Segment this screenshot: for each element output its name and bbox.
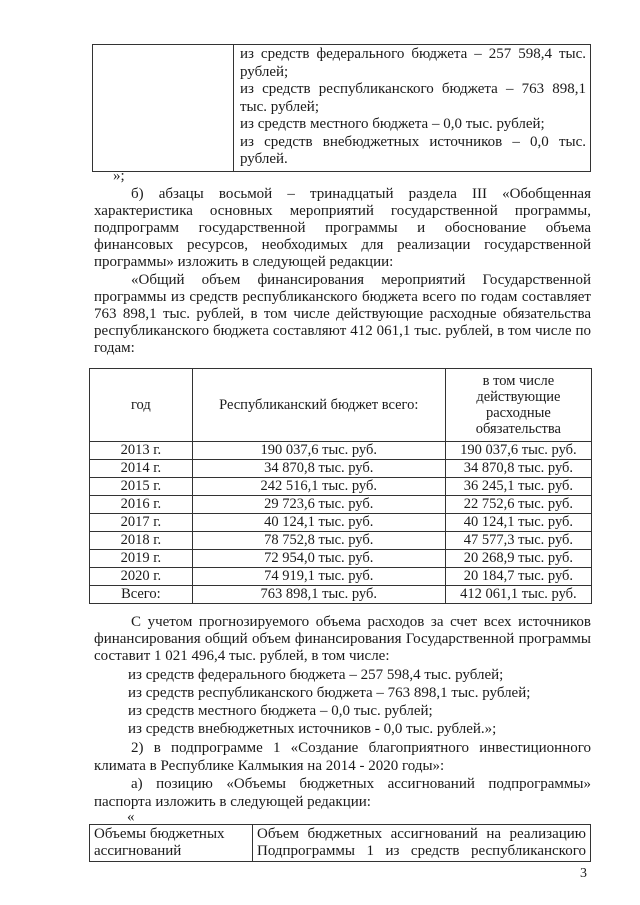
total-cell: 72 954,0 тыс. руб. <box>192 550 445 568</box>
total-cell: 34 870,8 тыс. руб. <box>192 460 445 478</box>
table-row <box>90 478 592 496</box>
total-cell: 74 919,1 тыс. руб. <box>192 568 445 586</box>
passport-table-right-cell <box>234 45 591 172</box>
paragraph-line: подпрограмм государственной программы и обоснование объема <box>94 220 591 236</box>
passport-table-left-cell <box>93 45 234 172</box>
obligations-cell: 20 184,7 тыс. руб. <box>445 568 591 586</box>
paragraph-line: составит 1 021 496,4 тыс. рублей, в том числе: <box>94 648 390 664</box>
paragraph-line: характеристика основных мероприятий государственной программы, <box>94 203 591 219</box>
paragraph-line: программы из средств республиканского бюджета всего по годам составляет <box>94 289 591 305</box>
total-cell: 242 516,1 тыс. руб. <box>192 478 445 496</box>
year-cell: 2020 г. <box>90 568 193 586</box>
obligations-cell: 22 752,6 тыс. руб. <box>445 496 591 514</box>
table-row <box>90 460 592 478</box>
year-cell: 2014 г. <box>90 460 193 478</box>
header-budget-total: Республиканский бюджет всего: <box>192 369 445 442</box>
total-cell: 29 723,6 тыс. руб. <box>192 496 445 514</box>
obligations-cell: 47 577,3 тыс. руб. <box>445 532 591 550</box>
year-cell: 2013 г. <box>90 442 193 460</box>
paragraph-line: С учетом прогнозируемого объема расходов за счет всех источников <box>131 614 591 630</box>
bottom-left-cell <box>90 825 253 862</box>
financing-by-year-table <box>89 368 592 604</box>
obligations-cell: 36 245,1 тыс. руб. <box>445 478 591 496</box>
obligations-cell: 40 124,1 тыс. руб. <box>445 514 591 532</box>
header-existing-obligations: в том числе действующие расходные обязательства <box>445 369 591 442</box>
table-text-line: рублей. <box>240 151 288 167</box>
paragraph-line: республиканского бюджета составляют 412 061,1 тыс. рублей, в том числе по <box>94 323 591 339</box>
table-total-row <box>90 586 592 604</box>
year-cell: Всего: <box>90 586 193 604</box>
total-cell: 40 124,1 тыс. руб. <box>192 514 445 532</box>
closing-quote: »; <box>113 168 125 184</box>
table-row <box>90 496 592 514</box>
paragraph-line: б) абзацы восьмой – тринадцатый раздела III «Обобщенная <box>131 186 591 202</box>
paragraph-line: финансирования общий объем финансирования Государственной программы <box>94 631 591 647</box>
paragraph-line: программы» изложить в следующей редакции: <box>94 254 394 270</box>
total-cell: 763 898,1 тыс. руб. <box>192 586 445 604</box>
paragraph-line: 2) в подпрограмме 1 «Создание благоприятного инвестиционного <box>131 740 591 756</box>
paragraph-line: 763 898,1 тыс. рублей, в том числе действующие расходные обязательства <box>94 306 591 322</box>
paragraph-line: «Общий объем финансирования мероприятий Государственной <box>131 272 591 288</box>
table-text-line: рублей; <box>240 63 289 80</box>
year-cell: 2015 г. <box>90 478 193 496</box>
source-line: из средств федерального бюджета – 257 598,4 тыс. рублей; <box>128 667 504 683</box>
total-cell: 190 037,6 тыс. руб. <box>192 442 445 460</box>
source-line: из средств местного бюджета – 0,0 тыс. рублей; <box>128 703 433 719</box>
table-row <box>90 532 592 550</box>
obligations-cell: 20 268,9 тыс. руб. <box>445 550 591 568</box>
paragraph-line: финансовых ресурсов, необходимых для реализации государственной <box>94 237 591 253</box>
total-cell: 78 752,8 тыс. руб. <box>192 532 445 550</box>
source-line: из средств республиканского бюджета – 763 898,1 тыс. рублей; <box>128 685 531 701</box>
page-number: 3 <box>580 866 587 881</box>
header-year: год <box>90 369 193 442</box>
table-text-line: из средств местного бюджета – 0,0 тыс. рублей; <box>240 116 545 132</box>
source-line: из средств внебюджетных источников - 0,0 тыс. рублей.»; <box>128 721 497 737</box>
cell-line: Объем бюджетных ассигнований на реализацию <box>257 826 586 842</box>
passport-table-continuation <box>92 44 591 172</box>
table-text-line: тыс. рублей; <box>240 98 319 115</box>
year-cell: 2018 г. <box>90 532 193 550</box>
table-row <box>90 568 592 586</box>
cell-line: ассигнований <box>94 843 182 859</box>
table-text-line: из средств республиканского бюджета – 763 898,1 <box>240 81 586 97</box>
obligations-cell: 412 061,1 тыс. руб. <box>445 586 591 604</box>
cell-line: Объемы бюджетных <box>94 826 225 842</box>
table-text-line: из средств федерального бюджета – 257 598,4 тыс. <box>240 46 586 62</box>
paragraph-line: а) позицию «Объемы бюджетных ассигнований подпрограммы» <box>131 776 591 792</box>
year-cell: 2016 г. <box>90 496 193 514</box>
paragraph-line: паспорта изложить в следующей редакции: <box>94 794 371 810</box>
bottom-right-cell <box>253 825 591 862</box>
paragraph-line: климата в Республике Калмыкия на 2014 - 2020 годы»: <box>94 758 445 774</box>
table-row <box>90 442 592 460</box>
passport-table-new <box>89 824 591 862</box>
paragraph-line: годам: <box>94 340 135 356</box>
opening-quote: « <box>127 809 135 825</box>
year-cell: 2017 г. <box>90 514 193 532</box>
obligations-cell: 34 870,8 тыс. руб. <box>445 460 591 478</box>
table-row <box>90 550 592 568</box>
cell-line: Подпрограммы 1 из средств республиканского <box>257 843 586 859</box>
table-row <box>90 514 592 532</box>
table-text-line: из средств внебюджетных источников – 0,0 тыс. <box>240 133 586 150</box>
obligations-cell: 190 037,6 тыс. руб. <box>445 442 591 460</box>
year-cell: 2019 г. <box>90 550 193 568</box>
